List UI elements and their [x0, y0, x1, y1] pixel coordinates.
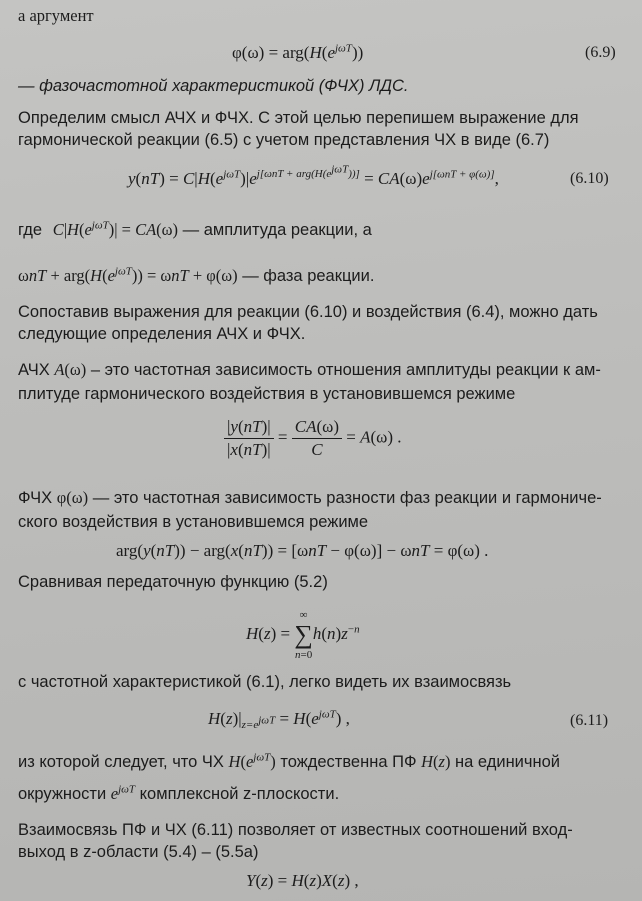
inline-formula: H(z): [421, 752, 451, 771]
text-line: с частотной характеристикой (6.1), легко видеть их взаимосвязь: [18, 673, 512, 691]
text-line-fragment: окружности: [18, 785, 107, 803]
equation-phase-response: $\varphi(\omega) = arg(H(e^{j\omega T}))$: [232, 42, 364, 62]
text-line-fragment: АЧХ: [18, 361, 50, 379]
equation-io-relation: Y(z) = H(z)X(z) ,: [246, 871, 359, 890]
text-line: [18, 488, 602, 508]
text-line: Взаимосвязь ПФ и ЧХ (6.11) позволяет от известных соотношений вход-: [18, 821, 573, 839]
equation-amplitude-ratio: $\frac{|y(nT)|}{|x(nT)|}$ = $\frac{CA(\omega)}{C}$ = A(ω) .: [224, 416, 402, 461]
text-line-fragment: ФЧХ: [18, 489, 53, 507]
text-line: Сравнивая передаточную функцию (5.2): [18, 573, 328, 591]
inline-formula: A(ω): [54, 360, 87, 379]
text-line: [18, 220, 372, 240]
text-line-fragment: где: [18, 221, 43, 239]
equation-transfer-function: H(z) = ∞ ∑ n=0 $h(n)z^{-n}$: [246, 609, 360, 661]
text-line-fragment: из которой следует, что ЧХ: [18, 753, 224, 771]
text-line: [18, 266, 374, 286]
text-line: а аргумент: [18, 6, 94, 25]
text-line-fragment: на единичной: [455, 753, 560, 771]
equation-phase-difference: arg(y(nT)) − arg(x(nT)) = [ωnT − φ(ω)] − ωnT = φ(ω) .: [116, 541, 489, 560]
text-line-fragment: – это частотная зависимость отношения амплитуды реакции к ам-: [90, 361, 601, 379]
equation-number: (6.9): [585, 44, 616, 61]
text-line: ского воздействия в установившемся режиме: [18, 513, 369, 531]
equation-tf-fr-relation: $H(z)|_{z=e^{j\omega T}} = H(e^{j\omega T})$ ,: [208, 708, 350, 732]
text-line-fragment: — фаза реакции.: [242, 267, 375, 285]
text-line: выход в z-области (5.4) – (5.5а): [18, 843, 259, 861]
text-line: [18, 76, 408, 96]
text-line: Определим смысл АЧХ и ФЧХ. С этой целью перепишем выражение для: [18, 109, 579, 127]
text-line-fragment: — амплитуда реакции, а: [182, 221, 372, 239]
inline-formula: $\omega nT + arg(H(e^{j\omega T})) = \omega nT + \varphi(\omega)$: [18, 265, 238, 285]
inline-formula: $H(e^{j\omega T})$: [228, 751, 276, 771]
text-line: следующие определения АЧХ и ФЧХ.: [18, 325, 306, 343]
inline-formula: φ(ω): [56, 488, 89, 507]
equation-number: (6.10): [570, 170, 609, 187]
text-line: плитуде гармонического воздействия в установившемся режиме: [18, 385, 516, 403]
text-line-fragment: — это частотная зависимость разности фаз реакции и гармониче-: [92, 489, 602, 507]
text-line-fragment: комплексной z-плоскости.: [139, 785, 340, 803]
equation-harmonic-response: $y(nT) = C|H(e^{j\omega T})|e^{j[\omega nT + arg(H(e^{j\omega T}))]} = CA(\omega)e^{j[\omega nT + \varphi(\omega)]}$,: [128, 163, 499, 188]
text-line: [18, 360, 601, 380]
text-line: [18, 752, 560, 772]
text-line: Сопоставив выражения для реакции (6.10) и воздействия (6.4), можно дать: [18, 303, 598, 321]
text-line: [18, 784, 339, 804]
inline-formula: $e^{j\omega T}$: [110, 783, 136, 803]
inline-formula: $C|H(e^{j\omega T})| = CA(\omega)$: [52, 219, 179, 239]
equation-number: (6.11): [570, 712, 609, 729]
text-line-fragment: тождественна ПФ: [280, 753, 417, 771]
text-line-fragment: — фазочастотной характеристикой (ФЧХ) ЛДС.: [18, 77, 409, 95]
text-line: гармонической реакции (6.5) с учетом представления ЧХ в виде (6.7): [18, 131, 550, 149]
